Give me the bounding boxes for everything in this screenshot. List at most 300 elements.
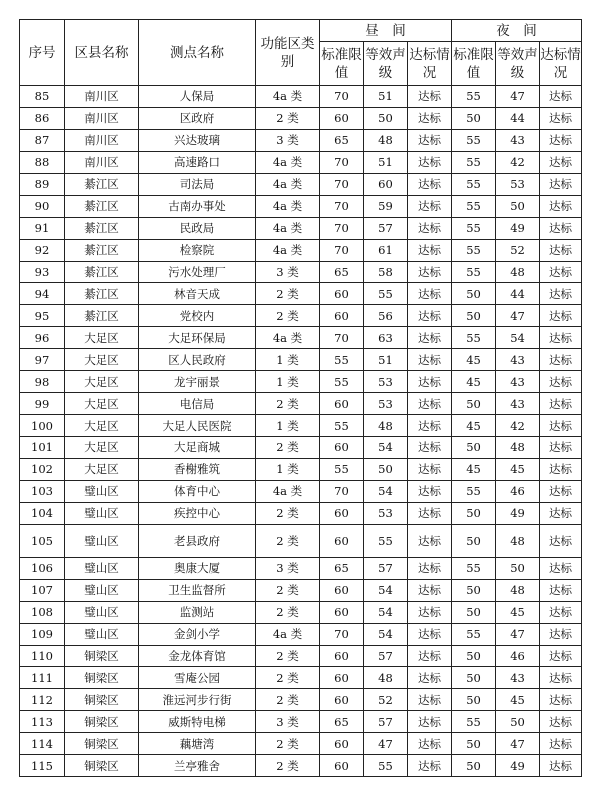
cell-night-leq: 47 [496, 86, 540, 108]
cell-night-leq: 50 [496, 195, 540, 217]
cell-zone: 3 类 [256, 711, 320, 733]
cell-day-status: 达标 [408, 107, 452, 129]
cell-seq: 115 [20, 755, 65, 777]
cell-day-std: 70 [320, 327, 364, 349]
header-night-leq: 等效声级 [496, 42, 540, 86]
cell-night-status: 达标 [540, 557, 582, 579]
cell-day-std: 60 [320, 733, 364, 755]
cell-seq: 99 [20, 393, 65, 415]
cell-night-std: 55 [452, 173, 496, 195]
cell-day-status: 达标 [408, 261, 452, 283]
table-row [20, 283, 582, 305]
cell-night-leq: 48 [496, 524, 540, 557]
header-day-std: 标准限值 [320, 42, 364, 86]
cell-day-leq: 54 [364, 579, 408, 601]
cell-night-status: 达标 [540, 524, 582, 557]
cell-day-leq: 54 [364, 601, 408, 623]
cell-zone: 2 类 [256, 305, 320, 327]
cell-site: 老县政府 [139, 524, 256, 557]
cell-day-status: 达标 [408, 327, 452, 349]
cell-night-leq: 46 [496, 480, 540, 502]
header-day: 昼 间 [320, 20, 452, 42]
cell-zone: 3 类 [256, 557, 320, 579]
cell-day-status: 达标 [408, 458, 452, 480]
cell-night-status: 达标 [540, 502, 582, 524]
table-row [20, 261, 582, 283]
header-night-std: 标准限值 [452, 42, 496, 86]
cell-day-leq: 50 [364, 107, 408, 129]
cell-day-status: 达标 [408, 711, 452, 733]
cell-day-std: 60 [320, 645, 364, 667]
cell-day-status: 达标 [408, 283, 452, 305]
header-district: 区县名称 [65, 20, 139, 86]
cell-night-status: 达标 [540, 645, 582, 667]
table-row [20, 107, 582, 129]
cell-night-status: 达标 [540, 579, 582, 601]
cell-night-leq: 50 [496, 711, 540, 733]
cell-zone: 4a 类 [256, 173, 320, 195]
cell-seq: 112 [20, 689, 65, 711]
cell-night-std: 55 [452, 557, 496, 579]
cell-day-leq: 57 [364, 217, 408, 239]
table-row [20, 645, 582, 667]
cell-day-leq: 55 [364, 755, 408, 777]
cell-night-std: 50 [452, 107, 496, 129]
cell-night-status: 达标 [540, 283, 582, 305]
cell-district: 大足区 [65, 393, 139, 415]
cell-night-leq: 53 [496, 173, 540, 195]
cell-night-status: 达标 [540, 217, 582, 239]
cell-district: 南川区 [65, 129, 139, 151]
cell-night-std: 55 [452, 195, 496, 217]
cell-day-std: 65 [320, 261, 364, 283]
cell-seq: 110 [20, 645, 65, 667]
cell-zone: 4a 类 [256, 217, 320, 239]
cell-day-status: 达标 [408, 502, 452, 524]
cell-day-leq: 59 [364, 195, 408, 217]
cell-day-leq: 50 [364, 458, 408, 480]
table-row [20, 129, 582, 151]
cell-district: 璧山区 [65, 601, 139, 623]
cell-district: 璧山区 [65, 623, 139, 645]
cell-site: 电信局 [139, 393, 256, 415]
table-row [20, 195, 582, 217]
table-row [20, 151, 582, 173]
cell-seq: 87 [20, 129, 65, 151]
table-row [20, 579, 582, 601]
table-row [20, 711, 582, 733]
cell-site: 雪庵公园 [139, 667, 256, 689]
cell-day-std: 60 [320, 579, 364, 601]
cell-seq: 103 [20, 480, 65, 502]
cell-night-leq: 43 [496, 371, 540, 393]
cell-site: 兴达玻璃 [139, 129, 256, 151]
cell-night-leq: 52 [496, 239, 540, 261]
cell-day-status: 达标 [408, 480, 452, 502]
cell-zone: 2 类 [256, 667, 320, 689]
cell-night-leq: 47 [496, 733, 540, 755]
cell-site: 高速路口 [139, 151, 256, 173]
cell-district: 璧山区 [65, 480, 139, 502]
cell-night-std: 55 [452, 151, 496, 173]
cell-day-std: 60 [320, 502, 364, 524]
cell-seq: 109 [20, 623, 65, 645]
cell-day-leq: 53 [364, 371, 408, 393]
cell-district: 璧山区 [65, 579, 139, 601]
cell-day-std: 60 [320, 689, 364, 711]
cell-district: 大足区 [65, 327, 139, 349]
cell-site: 卫生监督所 [139, 579, 256, 601]
cell-night-status: 达标 [540, 371, 582, 393]
cell-night-std: 55 [452, 86, 496, 108]
cell-district: 铜梁区 [65, 667, 139, 689]
cell-day-std: 55 [320, 371, 364, 393]
cell-night-std: 55 [452, 623, 496, 645]
cell-seq: 108 [20, 601, 65, 623]
cell-day-std: 60 [320, 437, 364, 459]
header-seq: 序号 [20, 20, 65, 86]
cell-day-leq: 55 [364, 524, 408, 557]
cell-night-std: 50 [452, 667, 496, 689]
cell-night-status: 达标 [540, 458, 582, 480]
cell-day-leq: 61 [364, 239, 408, 261]
cell-zone: 2 类 [256, 645, 320, 667]
cell-night-status: 达标 [540, 601, 582, 623]
cell-district: 綦江区 [65, 195, 139, 217]
cell-seq: 114 [20, 733, 65, 755]
cell-night-status: 达标 [540, 173, 582, 195]
cell-site: 大足商城 [139, 437, 256, 459]
table-row [20, 371, 582, 393]
cell-seq: 94 [20, 283, 65, 305]
cell-zone: 2 类 [256, 689, 320, 711]
cell-seq: 104 [20, 502, 65, 524]
header-night-status: 达标情况 [540, 42, 582, 86]
cell-night-status: 达标 [540, 623, 582, 645]
cell-night-leq: 45 [496, 458, 540, 480]
cell-day-leq: 54 [364, 480, 408, 502]
header-zone: 功能区类别 [256, 20, 320, 86]
cell-day-leq: 55 [364, 283, 408, 305]
cell-night-std: 50 [452, 601, 496, 623]
cell-site: 大足人民医院 [139, 415, 256, 437]
cell-night-status: 达标 [540, 711, 582, 733]
cell-day-std: 70 [320, 480, 364, 502]
cell-night-std: 45 [452, 349, 496, 371]
table-row [20, 458, 582, 480]
cell-district: 綦江区 [65, 283, 139, 305]
cell-district: 璧山区 [65, 524, 139, 557]
cell-day-std: 60 [320, 283, 364, 305]
cell-district: 綦江区 [65, 261, 139, 283]
table-row [20, 667, 582, 689]
cell-day-leq: 48 [364, 129, 408, 151]
cell-day-leq: 53 [364, 393, 408, 415]
cell-night-leq: 43 [496, 393, 540, 415]
cell-zone: 3 类 [256, 261, 320, 283]
cell-night-std: 50 [452, 755, 496, 777]
cell-night-status: 达标 [540, 107, 582, 129]
cell-day-status: 达标 [408, 645, 452, 667]
cell-day-status: 达标 [408, 393, 452, 415]
cell-day-status: 达标 [408, 437, 452, 459]
cell-zone: 1 类 [256, 415, 320, 437]
cell-day-std: 70 [320, 623, 364, 645]
cell-night-status: 达标 [540, 437, 582, 459]
cell-night-std: 55 [452, 327, 496, 349]
cell-site: 监测站 [139, 601, 256, 623]
cell-day-status: 达标 [408, 601, 452, 623]
cell-night-leq: 48 [496, 437, 540, 459]
cell-district: 璧山区 [65, 557, 139, 579]
cell-district: 綦江区 [65, 305, 139, 327]
cell-site: 香榭雅筑 [139, 458, 256, 480]
cell-seq: 100 [20, 415, 65, 437]
cell-night-leq: 46 [496, 645, 540, 667]
cell-day-std: 55 [320, 458, 364, 480]
cell-night-std: 45 [452, 458, 496, 480]
cell-site: 民政局 [139, 217, 256, 239]
header-day-leq: 等效声级 [364, 42, 408, 86]
cell-day-leq: 52 [364, 689, 408, 711]
cell-zone: 4a 类 [256, 195, 320, 217]
cell-site: 司法局 [139, 173, 256, 195]
cell-site: 区政府 [139, 107, 256, 129]
cell-site: 兰亭雅舍 [139, 755, 256, 777]
cell-night-std: 55 [452, 711, 496, 733]
cell-day-status: 达标 [408, 239, 452, 261]
cell-site: 检察院 [139, 239, 256, 261]
cell-district: 铜梁区 [65, 733, 139, 755]
cell-site: 威斯特电梯 [139, 711, 256, 733]
cell-night-leq: 49 [496, 755, 540, 777]
table-row [20, 86, 582, 108]
cell-night-leq: 45 [496, 601, 540, 623]
cell-night-std: 50 [452, 524, 496, 557]
cell-site: 人保局 [139, 86, 256, 108]
header-day-status: 达标情况 [408, 42, 452, 86]
cell-day-status: 达标 [408, 733, 452, 755]
cell-site: 体育中心 [139, 480, 256, 502]
cell-night-status: 达标 [540, 689, 582, 711]
cell-day-status: 达标 [408, 579, 452, 601]
cell-day-status: 达标 [408, 371, 452, 393]
cell-night-std: 50 [452, 733, 496, 755]
cell-zone: 2 类 [256, 502, 320, 524]
cell-night-leq: 49 [496, 502, 540, 524]
cell-site: 藕塘湾 [139, 733, 256, 755]
cell-night-status: 达标 [540, 415, 582, 437]
cell-district: 綦江区 [65, 239, 139, 261]
cell-district: 璧山区 [65, 502, 139, 524]
cell-day-leq: 56 [364, 305, 408, 327]
cell-district: 铜梁区 [65, 711, 139, 733]
cell-day-std: 60 [320, 755, 364, 777]
cell-day-leq: 60 [364, 173, 408, 195]
cell-district: 南川区 [65, 151, 139, 173]
cell-night-status: 达标 [540, 195, 582, 217]
cell-seq: 91 [20, 217, 65, 239]
cell-night-std: 50 [452, 305, 496, 327]
cell-site: 淮远河步行街 [139, 689, 256, 711]
cell-site: 古南办事处 [139, 195, 256, 217]
cell-seq: 105 [20, 524, 65, 557]
cell-day-std: 55 [320, 415, 364, 437]
cell-district: 南川区 [65, 86, 139, 108]
cell-day-status: 达标 [408, 557, 452, 579]
cell-zone: 3 类 [256, 129, 320, 151]
cell-day-std: 70 [320, 195, 364, 217]
cell-seq: 92 [20, 239, 65, 261]
cell-day-status: 达标 [408, 689, 452, 711]
cell-night-std: 50 [452, 502, 496, 524]
cell-day-leq: 54 [364, 623, 408, 645]
cell-zone: 1 类 [256, 349, 320, 371]
cell-site: 污水处理厂 [139, 261, 256, 283]
cell-day-leq: 63 [364, 327, 408, 349]
cell-night-std: 55 [452, 261, 496, 283]
cell-seq: 111 [20, 667, 65, 689]
cell-zone: 2 类 [256, 283, 320, 305]
cell-zone: 2 类 [256, 601, 320, 623]
cell-day-status: 达标 [408, 305, 452, 327]
cell-day-leq: 51 [364, 86, 408, 108]
cell-night-leq: 47 [496, 305, 540, 327]
cell-night-leq: 44 [496, 283, 540, 305]
cell-night-status: 达标 [540, 129, 582, 151]
cell-night-status: 达标 [540, 480, 582, 502]
cell-night-std: 50 [452, 689, 496, 711]
cell-district: 大足区 [65, 437, 139, 459]
cell-night-leq: 45 [496, 689, 540, 711]
cell-night-status: 达标 [540, 733, 582, 755]
table-row [20, 349, 582, 371]
cell-seq: 93 [20, 261, 65, 283]
cell-night-std: 55 [452, 129, 496, 151]
cell-seq: 97 [20, 349, 65, 371]
cell-day-status: 达标 [408, 86, 452, 108]
cell-site: 奥康大厦 [139, 557, 256, 579]
cell-zone: 4a 类 [256, 480, 320, 502]
cell-district: 綦江区 [65, 217, 139, 239]
cell-day-std: 70 [320, 86, 364, 108]
cell-day-status: 达标 [408, 173, 452, 195]
cell-night-std: 45 [452, 371, 496, 393]
table-header [20, 20, 582, 86]
cell-day-std: 65 [320, 711, 364, 733]
cell-zone: 4a 类 [256, 327, 320, 349]
cell-night-status: 达标 [540, 239, 582, 261]
cell-day-status: 达标 [408, 151, 452, 173]
cell-night-status: 达标 [540, 393, 582, 415]
cell-zone: 2 类 [256, 437, 320, 459]
cell-district: 铜梁区 [65, 689, 139, 711]
cell-night-status: 达标 [540, 667, 582, 689]
cell-day-leq: 48 [364, 415, 408, 437]
cell-day-std: 60 [320, 667, 364, 689]
cell-district: 綦江区 [65, 173, 139, 195]
cell-night-leq: 48 [496, 261, 540, 283]
cell-day-status: 达标 [408, 217, 452, 239]
cell-day-status: 达标 [408, 129, 452, 151]
cell-zone: 1 类 [256, 371, 320, 393]
cell-night-std: 50 [452, 579, 496, 601]
cell-site: 龙宇丽景 [139, 371, 256, 393]
cell-night-std: 50 [452, 645, 496, 667]
cell-day-leq: 54 [364, 437, 408, 459]
table-row [20, 415, 582, 437]
cell-night-leq: 48 [496, 579, 540, 601]
table-row [20, 733, 582, 755]
cell-day-std: 70 [320, 173, 364, 195]
table-row [20, 557, 582, 579]
cell-day-status: 达标 [408, 195, 452, 217]
cell-day-status: 达标 [408, 755, 452, 777]
cell-day-leq: 57 [364, 557, 408, 579]
cell-seq: 98 [20, 371, 65, 393]
cell-district: 铜梁区 [65, 645, 139, 667]
cell-seq: 113 [20, 711, 65, 733]
cell-night-std: 55 [452, 239, 496, 261]
table-row [20, 217, 582, 239]
cell-day-leq: 47 [364, 733, 408, 755]
cell-district: 大足区 [65, 415, 139, 437]
cell-site: 党校内 [139, 305, 256, 327]
table-row [20, 239, 582, 261]
cell-zone: 2 类 [256, 524, 320, 557]
cell-district: 大足区 [65, 458, 139, 480]
cell-zone: 4a 类 [256, 86, 320, 108]
cell-site: 金龙体育馆 [139, 645, 256, 667]
cell-day-leq: 53 [364, 502, 408, 524]
cell-night-status: 达标 [540, 349, 582, 371]
cell-zone: 2 类 [256, 733, 320, 755]
cell-day-std: 70 [320, 239, 364, 261]
cell-night-leq: 49 [496, 217, 540, 239]
cell-site: 区人民政府 [139, 349, 256, 371]
cell-night-std: 50 [452, 283, 496, 305]
cell-day-status: 达标 [408, 524, 452, 557]
cell-seq: 89 [20, 173, 65, 195]
cell-district: 南川区 [65, 107, 139, 129]
cell-night-leq: 43 [496, 667, 540, 689]
table-row [20, 755, 582, 777]
cell-day-leq: 57 [364, 711, 408, 733]
cell-day-std: 65 [320, 129, 364, 151]
cell-day-std: 60 [320, 393, 364, 415]
cell-day-status: 达标 [408, 415, 452, 437]
cell-day-std: 60 [320, 524, 364, 557]
cell-night-leq: 44 [496, 107, 540, 129]
cell-zone: 2 类 [256, 393, 320, 415]
cell-seq: 101 [20, 437, 65, 459]
cell-day-std: 60 [320, 305, 364, 327]
cell-seq: 95 [20, 305, 65, 327]
cell-day-leq: 58 [364, 261, 408, 283]
table-row [20, 393, 582, 415]
header-site: 测点名称 [139, 20, 256, 86]
cell-seq: 88 [20, 151, 65, 173]
cell-night-leq: 43 [496, 129, 540, 151]
cell-day-status: 达标 [408, 349, 452, 371]
cell-day-std: 55 [320, 349, 364, 371]
header-night: 夜 间 [452, 20, 582, 42]
cell-day-std: 70 [320, 151, 364, 173]
cell-seq: 106 [20, 557, 65, 579]
cell-night-leq: 43 [496, 349, 540, 371]
cell-site: 金剑小学 [139, 623, 256, 645]
cell-night-leq: 50 [496, 557, 540, 579]
